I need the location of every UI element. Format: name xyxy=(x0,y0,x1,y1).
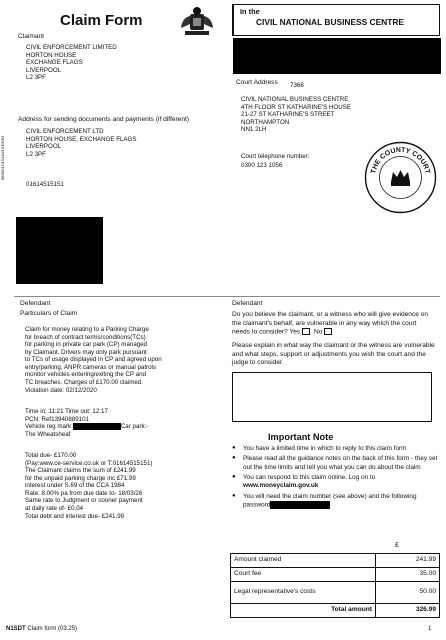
note-bullet xyxy=(232,493,438,510)
form-code: N1SDT xyxy=(6,626,26,632)
moneyclaim-link[interactable]: www.moneyclaim.gov.uk xyxy=(243,482,319,490)
amount-label: Amount claimed xyxy=(231,554,376,568)
no-label: No xyxy=(314,328,323,336)
note-password-text-b: following password xyxy=(243,492,417,509)
defendant-label-right: Defendant xyxy=(232,300,263,307)
particulars-line: Violation date: 02/12/2020 xyxy=(25,386,97,394)
form-footer xyxy=(6,626,77,633)
particulars-label: Particulars of Claim xyxy=(20,310,78,317)
documents-address xyxy=(26,128,136,158)
address-line: L2 3PF xyxy=(26,150,46,158)
particulars-line: Rate: 8.00% pa from due date to- 18/03/26 xyxy=(25,489,143,497)
particulars-line: The Claimant claims the sum of £241.99 xyxy=(25,467,136,475)
section-divider xyxy=(14,296,440,297)
note-bullet: ● You have a limited time in which to reply to this claim form xyxy=(232,445,438,453)
address-line: L2 3PF xyxy=(26,74,46,82)
total-row xyxy=(231,604,440,618)
vulnerability-question xyxy=(232,311,436,337)
page-number: 1 xyxy=(428,626,432,632)
table-row xyxy=(231,582,440,604)
particulars-line: monitor vehicles entering/exiting the CP and xyxy=(25,371,146,379)
claimant-address xyxy=(26,44,117,82)
court-phone-label: Court telephone number: xyxy=(241,153,310,160)
court-phone: 0300 123 1056 xyxy=(241,162,283,169)
important-note-title: Important Note xyxy=(268,432,334,442)
particulars-line: for breach of contract terms/conditions(TCs) xyxy=(25,333,146,341)
total-value: 326.99 xyxy=(376,604,440,618)
car-park-label: Car park:- xyxy=(120,423,149,431)
yes-label: Yes xyxy=(289,328,301,336)
note-online-text: You can respond to this claim online. Log on to xyxy=(243,473,376,481)
address-line: CIVIL ENFORCEMENT LTD xyxy=(26,128,104,135)
particulars-line: PCN: Ref13940889101 xyxy=(25,415,89,423)
particulars-line: Total debt and interest due- £241.99 xyxy=(25,512,125,520)
note-password-text-a: You will need the claim number (see above) and the xyxy=(243,492,390,500)
royal-crest-icon xyxy=(176,6,218,38)
amount-label: Legal representative's costs xyxy=(231,582,376,604)
table-row xyxy=(231,554,440,568)
vehicle-reg-redaction xyxy=(73,423,121,430)
address-line: HORTON HOUSE xyxy=(26,51,77,59)
side-reference: 8868542/15110/1030964 xyxy=(0,135,5,180)
address-line: LIVERPOOL xyxy=(26,143,62,151)
county-court-seal-icon xyxy=(363,140,438,215)
address-line: HORTON HOUSE, EXCHANGE FLAGS xyxy=(26,135,137,143)
vehicle-line xyxy=(25,423,148,431)
note-bullet: ● Please read all the guidance notes on the back of this form - they set out the time limits and tell you what you can do about the claim xyxy=(232,455,438,472)
particulars-line: Time in: 11:21 Time out: 12:17 xyxy=(25,408,108,415)
form-title: Claim Form xyxy=(60,12,143,29)
court-name: CIVIL NATIONAL BUSINESS CENTRE xyxy=(256,17,404,27)
particulars-line: entry/parking. ANPR cameras or manual patrols xyxy=(25,363,157,371)
car-park-name: The Wheatsheaf xyxy=(25,430,71,438)
particulars-para3 xyxy=(25,452,152,520)
particulars-line: (Pay:www.ce-service.co.uk or T:01614515151) xyxy=(25,459,153,467)
vulnerability-explain: Please explain in what way the claimant or the witness are vulnerable and what steps, support or adjustments you wish the court and the judge to consider. xyxy=(232,342,435,367)
yes-checkbox[interactable] xyxy=(302,328,310,335)
no-checkbox[interactable] xyxy=(324,328,332,335)
particulars-line: at daily rate of- £0.04 xyxy=(25,504,84,512)
particulars-line: Total due- £170.00 xyxy=(25,452,77,459)
vulnerability-details-box[interactable] xyxy=(232,372,432,422)
claim-number-redaction xyxy=(233,38,441,74)
table-row xyxy=(231,568,440,582)
total-label: Total amount xyxy=(231,604,376,618)
important-note-list xyxy=(232,445,438,512)
address-line: NN1 2LH xyxy=(241,126,267,134)
court-code: 7366 xyxy=(290,82,304,89)
note-bullet xyxy=(232,474,438,491)
vehicle-reg-label: Vehicle reg mark: xyxy=(25,423,73,431)
currency-header: £ xyxy=(395,542,399,549)
address-line: LIVERPOOL xyxy=(26,66,62,74)
particulars-line: for parking in private car park (CP) managed xyxy=(25,341,148,349)
particulars-para1 xyxy=(25,326,162,394)
particulars-line: by Claimant. Drivers may only park pursuant xyxy=(25,348,147,356)
password-redaction xyxy=(270,501,330,509)
particulars-para2 xyxy=(25,408,148,438)
amount-label: Court fee xyxy=(231,568,376,582)
address-line: CIVIL NATIONAL BUSINESS CENTRE xyxy=(241,96,349,103)
court-address-label: Court Address xyxy=(236,79,278,86)
documents-address-label: Address for sending documents and payments (if different) xyxy=(18,116,190,123)
address-line: EXCHANGE FLAGS xyxy=(26,59,83,67)
seal-text: THE COUNTY COURT xyxy=(370,146,431,175)
particulars-line: for the unpaid parking charge inc £71.99 xyxy=(25,474,136,482)
particulars-line: Claim for money relating to a Parking Charge xyxy=(25,326,149,333)
claimant-label: Claimant xyxy=(18,33,45,40)
amount-value: 241.99 xyxy=(376,554,440,568)
vulnerability-question-text: Do you believe the claimant, or a witness who will give evidence on the claimant's behalf, are vulnerable in any way which the court needs to consider? xyxy=(232,311,429,336)
in-the-label: In the xyxy=(240,7,260,16)
particulars-line: to TCs of usage displayed in CP and agreed upon xyxy=(25,356,162,364)
claimant-phone: 01614515151 xyxy=(26,181,64,188)
particulars-line: Same rate to Judgment or sooner payment xyxy=(25,497,143,505)
defendant-label-left: Defendant xyxy=(20,300,51,307)
defendant-address-redaction xyxy=(16,217,103,284)
address-line: 21-27 ST KATHARINE'S STREET xyxy=(241,111,335,119)
form-footer-text: Claim form (03.25) xyxy=(27,626,78,632)
address-line: 4TH FLOOR ST KATHARINE'S HOUSE xyxy=(241,103,351,111)
amount-value: 35.00 xyxy=(376,568,440,582)
particulars-line: interest under S.69 of the CCA 1984 xyxy=(25,482,125,490)
address-line: CIVIL ENFORCEMENT LIMITED xyxy=(26,44,117,51)
court-address xyxy=(241,96,351,134)
amount-value: 50.00 xyxy=(376,582,440,604)
amounts-table xyxy=(230,553,440,618)
address-line: NORTHAMPTON xyxy=(241,118,290,126)
particulars-line: TC breaches. Charges of £170.00 claimed. xyxy=(25,378,143,386)
